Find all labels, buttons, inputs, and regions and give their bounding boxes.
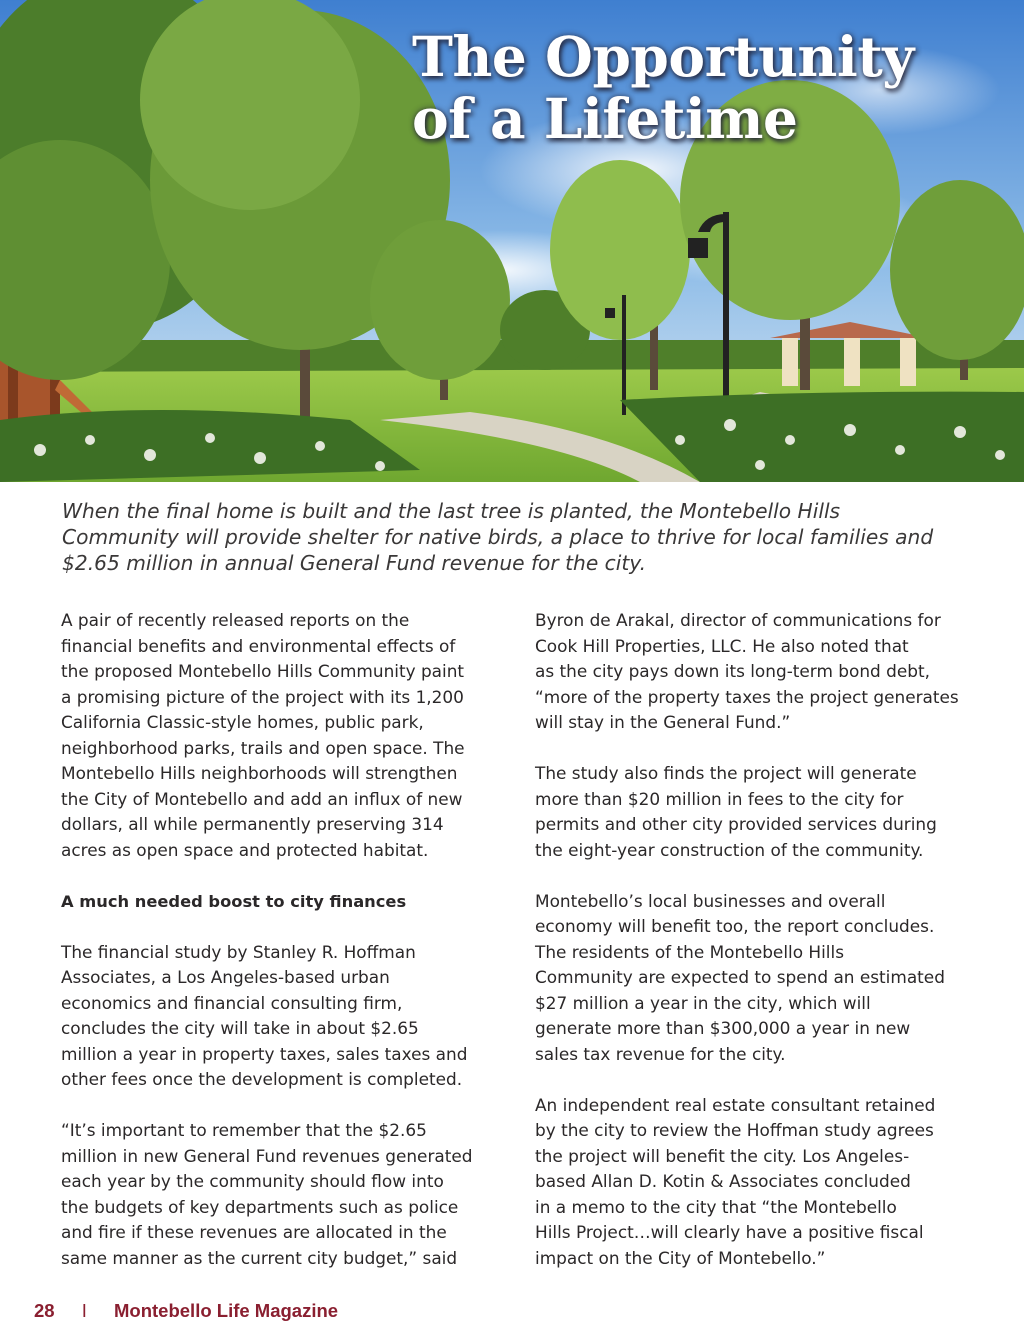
text-line: the eight-year construction of the community. bbox=[535, 839, 924, 860]
text-line: each year by the community should flow into bbox=[61, 1171, 444, 1191]
text-line: the proposed Montebello Hills Community paint bbox=[61, 661, 465, 681]
text-line: Montebello Hills neighborhoods will strengthen bbox=[61, 763, 458, 783]
text-line: generate more than $300,000 a year in new bbox=[535, 1018, 911, 1038]
page-footer bbox=[34, 1299, 338, 1323]
paragraph-quote bbox=[61, 1118, 501, 1271]
text-line: economics and financial consulting firm, bbox=[61, 992, 403, 1013]
text-line: by the city to review the Hoffman study agrees bbox=[535, 1120, 934, 1140]
text-line: Associates, a Los Angeles-based urban bbox=[61, 967, 390, 987]
text-line: other fees once the development is completed. bbox=[61, 1069, 463, 1089]
deck-line: When the final home is built and the last tree is planted, the Montebello Hills bbox=[62, 499, 841, 523]
text-line: economy will benefit too, the report concludes. bbox=[535, 916, 935, 936]
text-line: Hills Project…will clearly have a positive fiscal bbox=[535, 1222, 924, 1242]
article-title bbox=[412, 26, 1012, 150]
text-line: impact on the City of Montebello.” bbox=[535, 1247, 826, 1268]
text-line: as the city pays down its long-term bond debt, bbox=[535, 661, 930, 681]
paragraph-gap bbox=[61, 863, 501, 889]
text-line: The study also finds the project will generate bbox=[535, 763, 917, 783]
text-line: Byron de Arakal, director of communications for bbox=[535, 610, 941, 630]
paragraph-gap bbox=[61, 1093, 501, 1119]
text-line: million a year in property taxes, sales taxes and bbox=[61, 1043, 468, 1064]
title-line-2: of a Lifetime bbox=[412, 86, 798, 151]
paragraph-gap bbox=[535, 1067, 975, 1093]
text-line: An independent real estate consultant retained bbox=[535, 1094, 936, 1115]
paragraph-consultant bbox=[535, 1093, 975, 1272]
left-column bbox=[61, 608, 501, 1271]
text-line: financial benefits and environmental effects of bbox=[61, 635, 456, 656]
text-line: in a memo to the city that “the Montebello bbox=[535, 1196, 897, 1217]
article-deck bbox=[62, 498, 962, 576]
text-line: A pair of recently released reports on the bbox=[61, 610, 410, 630]
title-line-1: The Opportunity bbox=[412, 24, 914, 89]
text-line: more than $20 million in fees to the city for bbox=[535, 788, 904, 809]
deck-line: Community will provide shelter for native birds, a place to thrive for local families and bbox=[62, 525, 934, 549]
text-line: permits and other city provided services during bbox=[535, 814, 937, 834]
text-line: Montebello’s local businesses and overall bbox=[535, 890, 886, 911]
text-line: dollars, all while permanently preserving 314 bbox=[61, 814, 444, 834]
text-line: Community are expected to spend an estimated bbox=[535, 967, 945, 987]
text-line: the City of Montebello and add an influx of new bbox=[61, 788, 463, 809]
text-line: concludes the city will take in about $2.65 bbox=[61, 1018, 419, 1038]
text-line: Cook Hill Properties, LLC. He also noted that bbox=[535, 635, 909, 656]
hero-photo bbox=[0, 0, 1024, 482]
text-line: will stay in the General Fund.” bbox=[535, 712, 791, 732]
paragraph-local-business bbox=[535, 889, 975, 1068]
paragraph-gap bbox=[535, 863, 975, 889]
text-line: The financial study by Stanley R. Hoffman bbox=[61, 941, 416, 962]
text-line: and fire if these revenues are allocated in the bbox=[61, 1222, 447, 1242]
text-line: acres as open space and protected habitat. bbox=[61, 839, 429, 860]
footer-separator: I bbox=[81, 1300, 87, 1321]
text-line: based Allan D. Kotin & Associates concluded bbox=[535, 1171, 911, 1191]
right-column bbox=[535, 608, 975, 1271]
text-line: same manner as the current city budget,” said bbox=[61, 1247, 458, 1268]
text-line: million in new General Fund revenues generated bbox=[61, 1145, 473, 1166]
text-line: $27 million a year in the city, which will bbox=[535, 992, 871, 1013]
paragraph-fees bbox=[535, 761, 975, 863]
deck-line: $2.65 million in annual General Fund revenue for the city. bbox=[62, 551, 647, 575]
text-line: “more of the property taxes the project generates bbox=[535, 686, 959, 707]
text-line: “It’s important to remember that the $2.65 bbox=[61, 1120, 427, 1140]
paragraph-intro bbox=[61, 608, 501, 863]
text-line: California Classic-style homes, public park, bbox=[61, 712, 424, 732]
paragraph-gap bbox=[61, 914, 501, 940]
page-number: 28 bbox=[34, 1300, 55, 1321]
paragraph-gap bbox=[535, 736, 975, 762]
text-line: sales tax revenue for the city. bbox=[535, 1043, 786, 1064]
publication-name: Montebello Life Magazine bbox=[114, 1300, 339, 1321]
section-subhead: A much needed boost to city finances bbox=[61, 891, 407, 911]
text-line: The residents of the Montebello Hills bbox=[535, 941, 844, 962]
text-line: the budgets of key departments such as police bbox=[61, 1196, 459, 1217]
text-line: a promising picture of the project with its 1,200 bbox=[61, 686, 464, 707]
text-line: the project will benefit the city. Los Angeles- bbox=[535, 1145, 910, 1166]
paragraph-attribution bbox=[535, 608, 975, 736]
paragraph-financial-study bbox=[61, 940, 501, 1093]
text-line: neighborhood parks, trails and open space. The bbox=[61, 737, 465, 758]
